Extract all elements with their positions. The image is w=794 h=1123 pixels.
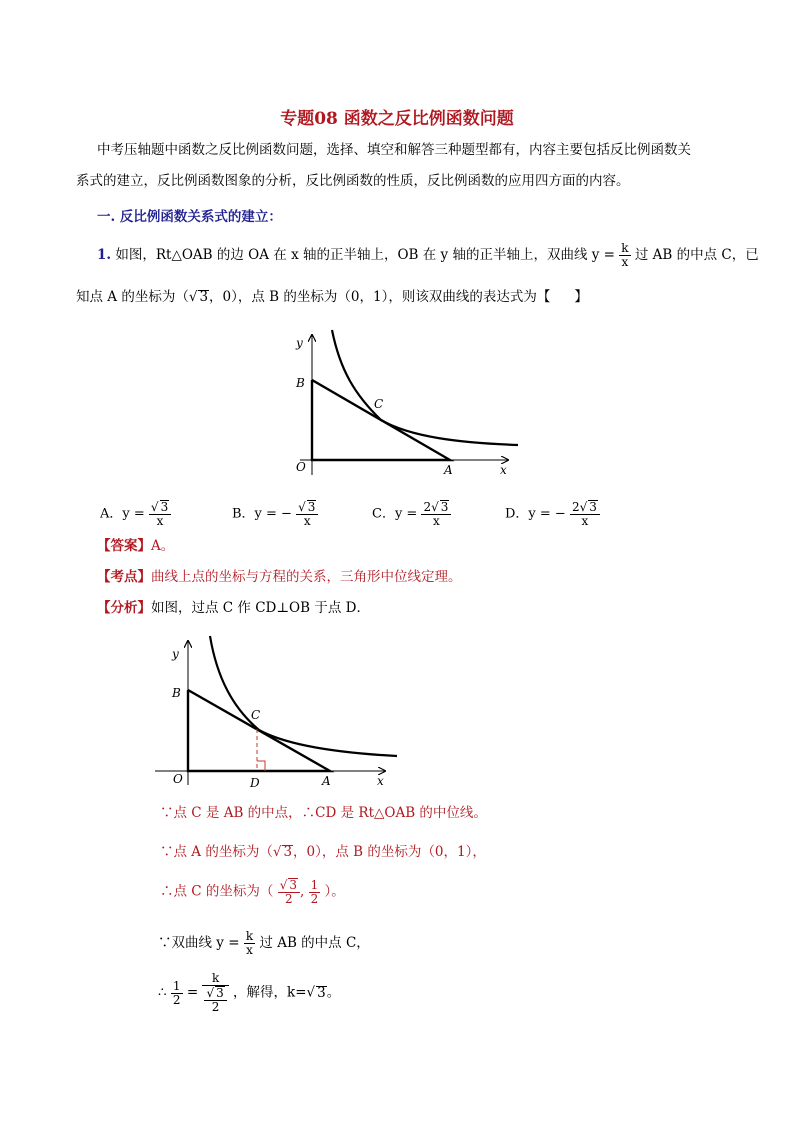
sol-l3-f1-num: √ 3 [278,878,300,893]
sqrt-radicand: 3 [199,289,209,305]
answer-tag: 【答案】 [97,538,151,554]
frac-num: k [621,241,629,255]
sol-l3-a: ∴点 C 的坐标为（ [160,883,274,900]
option-c [372,500,451,528]
sol-l5-f1-den: 2 [172,992,181,1007]
fenxi-text: 如图，过点 C 作 CD⊥OB 于点 D． [151,600,370,616]
solution-line-1: ∵点 C 是 AB 的中点，∴CD 是 Rt△OAB 的中位线。 [160,805,487,821]
label-O-2: O [173,772,183,786]
label-D-2: D [250,776,260,790]
option-c-num: 2√ 3 [421,500,451,515]
sol-l5-a: ∴ [158,984,167,1001]
option-d-fraction [570,500,600,528]
label-y-2: y [172,647,179,661]
figure-2 [155,633,405,793]
sol-l2-radicand: 3 [283,844,293,860]
q1-line2-b: ，0），点 B 的坐标为（0，1），则该双曲线的表达式为【 [209,289,551,305]
sol-l5-k: k [202,972,228,986]
fenxi-tag: 【分析】 [97,600,151,616]
option-c-radicand: 3 [440,500,449,514]
sol-l4-a: ∵双曲线 y = [158,935,240,951]
option-c-coef: 2 [423,500,432,514]
sol-l4-b: 过 AB 的中点 C， [259,935,370,951]
sol-l5-inner-radicand: 3 [216,986,224,1000]
label-A: A [444,463,453,477]
answer-text: A。 [151,538,175,554]
q1-text-a: 如图，Rt△OAB 的边 OA 在 x 轴的正半轴上，OB 在 y 轴的正半轴上，双曲线 y = [115,247,615,263]
question-1-line-1 [97,242,759,269]
q1-text-b: 过 AB 的中点 C，已 [634,247,759,263]
sol-l3-f2-den: 2 [310,891,319,906]
question-1-line-2 [76,287,588,307]
kaodian-line [97,567,462,587]
q1-line2-a: 知点 A 的坐标为（ [76,289,189,305]
label-x: x [500,463,507,477]
intro-line-1: 中考压轴题中函数之反比例函数问题，选择、填空和解答三种题型都有，内容主要包括反比例函数关 [97,142,691,158]
solution-line-2 [160,842,486,862]
option-d-radicand: 3 [589,500,597,514]
option-b-fraction [296,500,318,528]
right-angle-mark [257,761,265,771]
option-d-coef: 2 [571,500,580,514]
sol-l2-a: ∵点 A 的坐标为（ [160,844,273,860]
label-C-2: C [251,708,261,722]
sol-l2-b: ，0），点 B 的坐标为（0，1）， [293,844,486,860]
option-a [100,500,171,528]
option-c-fraction [421,500,451,528]
figure-1 [270,325,530,485]
sol-l3-f1-radicand: 3 [289,878,298,892]
label-B-2: B [172,686,181,700]
answer-line [97,536,174,556]
sqrt-sign-2: √ [272,844,282,860]
sol-l5-compound-den [202,986,228,1014]
label-C: C [374,397,384,411]
sol-l5-inner-frac [204,986,226,1014]
hyperbola [332,330,518,445]
sol-l4-num: k [245,929,254,943]
fenxi-line [97,598,370,618]
solution-line-5 [158,972,340,1014]
sol-l3-f2-num: 1 [310,877,319,892]
option-a-den: x [156,514,164,528]
sol-l5-f1-num: 1 [172,978,181,993]
sol-l5-c: 。 [326,984,341,1001]
label-B: B [296,376,305,390]
kaodian-tag: 【考点】 [97,569,151,585]
hyperbola-2 [210,636,397,756]
option-c-den: x [433,514,440,528]
section-heading: 一. 反比例函数关系式的建立： [97,209,282,225]
sol-l3-b: ）。 [324,883,345,900]
option-b-den: x [303,514,311,528]
option-d-num: 2√ 3 [570,500,600,515]
label-A-2: A [322,774,331,788]
label-x-2: x [377,774,384,788]
kaodian-text: 曲线上点的坐标与方程的关系，三角形中位线定理。 [151,569,462,585]
solution-line-4 [158,930,370,957]
sol-l3-f1-den: 2 [285,892,293,906]
option-a-fraction [149,500,171,528]
frac-den: x [621,255,629,269]
option-a-radicand: 3 [160,500,169,514]
option-d-label: D．y = − [505,506,566,522]
question-number: 1. [97,247,112,263]
option-b-label: B．y = − [232,506,292,522]
option-a-label: A．y = [100,506,145,522]
label-O: O [296,460,306,474]
sol-l5-b: ，解得，k= [233,984,307,1001]
option-c-label: C．y = [372,506,418,522]
sol-l3-frac-2 [309,879,321,906]
sqrt-sign-5: √ [306,984,316,1001]
option-b [232,500,318,528]
sol-l5-radicand: 3 [317,984,326,1001]
intro-line-2: 系式的建立，反比例函数图象的分析，反比例函数的性质，反比例函数的应用四方面的内容。 [76,173,630,189]
label-y: y [296,336,303,350]
sol-l5-eq: = [186,984,199,1001]
sol-l5-inner-den: 2 [211,1000,220,1014]
page-title: 专题08 函数之反比例函数问题 [280,109,514,129]
q1-bracket-end: 】 [574,289,588,305]
sol-l3-frac-1 [278,878,300,906]
sol-l5-frac-1 [171,980,183,1007]
option-d-den: x [581,514,589,528]
sqrt-sign: √ [188,289,198,305]
option-a-num: √ 3 [149,500,171,515]
sol-l5-frac-2 [202,972,228,1014]
sol-l4-fraction [244,930,255,957]
q1-fraction [619,242,630,269]
sol-l4-den: x [246,943,253,957]
option-d [505,500,600,528]
option-b-radicand: 3 [307,500,316,514]
solution-line-3: ∴点 C 的坐标为（ $\frac{√ 3}{2}$ , $\frac{1}{2}$ ）。 [160,877,345,906]
sol-l5-inner-num: √ 3 [204,986,226,1001]
option-b-num: √ 3 [296,500,318,515]
